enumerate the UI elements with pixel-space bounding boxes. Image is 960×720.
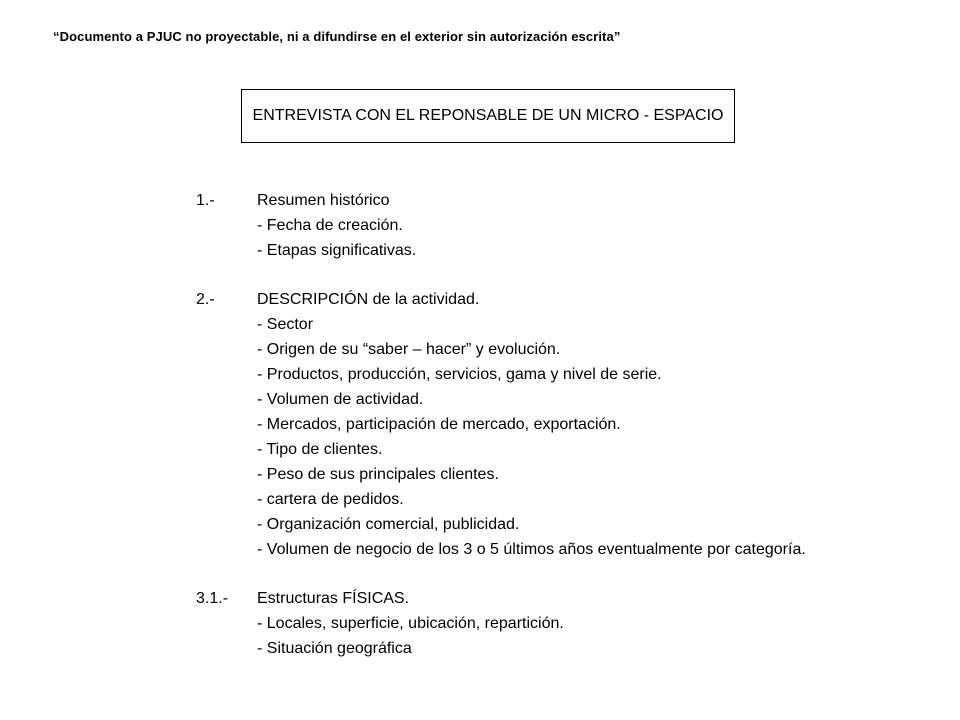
list-item-text: - Volumen de negocio de los 3 o 5 últimos años eventualmente por categoría.: [257, 541, 806, 558]
document-title: ENTREVISTA CON EL REPONSABLE DE UN MICRO - ESPACIO: [252, 107, 724, 124]
list-item: [0, 537, 960, 562]
list-item-text: - Sector: [257, 316, 314, 333]
list-item-text: - Situación geográfica: [257, 640, 412, 657]
section-number: 2.-: [196, 291, 215, 308]
section-heading: Resumen histórico: [257, 192, 390, 209]
section-heading-row: [0, 287, 960, 312]
list-item-text: - Origen de su “saber – hacer” y evolución.: [257, 341, 561, 358]
list-item: [0, 487, 960, 512]
section-number: 3.1.-: [196, 590, 229, 607]
list-item-text: - Tipo de clientes.: [257, 441, 383, 458]
list-item: [0, 362, 960, 387]
list-item: [0, 238, 960, 263]
list-item: [0, 462, 960, 487]
confidentiality-notice: “Documento a PJUC no proyectable, ni a difundirse en el exterior sin autorización escrita”: [53, 29, 621, 44]
section-spacer: [0, 562, 960, 586]
list-item: [0, 412, 960, 437]
interview-outline: [0, 188, 960, 661]
list-item-text: - Organización comercial, publicidad.: [257, 516, 520, 533]
list-item-text: - Productos, producción, servicios, gama y nivel de serie.: [257, 366, 662, 383]
section-heading: Estructuras FÍSICAS.: [257, 590, 410, 607]
list-item: [0, 337, 960, 362]
list-item: [0, 512, 960, 537]
section-heading-row: [0, 188, 960, 213]
section-number: 1.-: [196, 192, 215, 209]
section-spacer: [0, 263, 960, 287]
list-item: [0, 213, 960, 238]
title-box: [241, 89, 735, 143]
list-item-text: - cartera de pedidos.: [257, 491, 404, 508]
list-item-text: - Volumen de actividad.: [257, 391, 424, 408]
list-item-text: - Fecha de creación.: [257, 217, 403, 234]
list-item: [0, 312, 960, 337]
list-item-text: - Etapas significativas.: [257, 242, 417, 259]
list-item: [0, 437, 960, 462]
list-item: [0, 636, 960, 661]
list-item: [0, 611, 960, 636]
section-heading-row: [0, 586, 960, 611]
list-item: [0, 387, 960, 412]
section-heading: DESCRIPCIÓN de la actividad.: [257, 291, 480, 308]
list-item-text: - Peso de sus principales clientes.: [257, 466, 499, 483]
list-item-text: - Locales, superficie, ubicación, repartición.: [257, 615, 564, 632]
list-item-text: - Mercados, participación de mercado, exportación.: [257, 416, 621, 433]
